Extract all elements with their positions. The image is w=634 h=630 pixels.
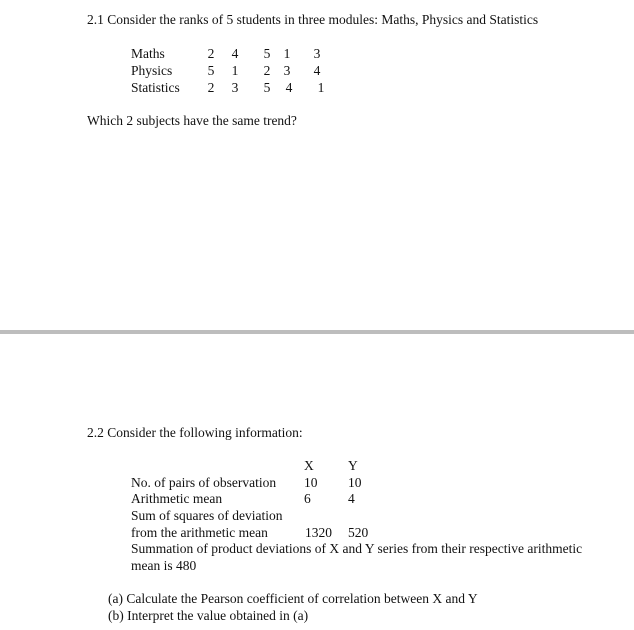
ss-y-value: 520 [348,525,369,540]
col-header-x: X [304,458,314,473]
pairs-y-value: 10 [348,475,362,490]
rank-cell: 5 [263,46,271,61]
q21-heading: 2.1 Consider the ranks of 5 students in three modules: Maths, Physics and Statistics [87,12,539,27]
rank-cell: 3 [231,80,239,95]
col-header-y: Y [348,458,358,473]
pairs-label: No. of pairs of observation [131,475,277,490]
pairs-x-value: 10 [304,475,318,490]
mean-x-value: 6 [304,491,311,506]
rank-cell: 4 [313,63,321,78]
rank-cell: 1 [317,80,325,95]
rank-cell: 3 [283,63,291,78]
mean-label: Arithmetic mean [131,491,223,506]
rank-cell: 1 [231,63,239,78]
rank-cell: 5 [263,80,271,95]
section-divider [0,330,634,334]
rank-cell: 2 [207,46,215,61]
product-deviation-line1: Summation of product deviations of X and Y series from their respective arithmetic [131,541,583,556]
q22-heading: 2.2 Consider the following information: [87,425,303,440]
row-label: Physics [131,63,173,78]
rank-cell: 3 [313,46,321,61]
mean-y-value: 4 [348,491,355,506]
rank-cell: 4 [285,80,293,95]
ss-label-line2: from the arithmetic mean [131,525,268,540]
rank-cell: 2 [207,80,215,95]
ss-label-line1: Sum of squares of deviation [131,508,283,523]
product-deviation-line2: mean is 480 [131,558,197,573]
ss-x-value: 1320 [305,525,332,540]
task-b: (b) Interpret the value obtained in (a) [108,608,309,623]
q21-question: Which 2 subjects have the same trend? [87,113,297,128]
rank-cell: 2 [263,63,271,78]
rank-cell: 4 [231,46,239,61]
row-label: Statistics [131,80,180,95]
rank-cell: 5 [207,63,215,78]
task-a: (a) Calculate the Pearson coefficient of correlation between X and Y [108,591,478,606]
rank-cell: 1 [283,46,291,61]
row-label: Maths [131,46,165,61]
